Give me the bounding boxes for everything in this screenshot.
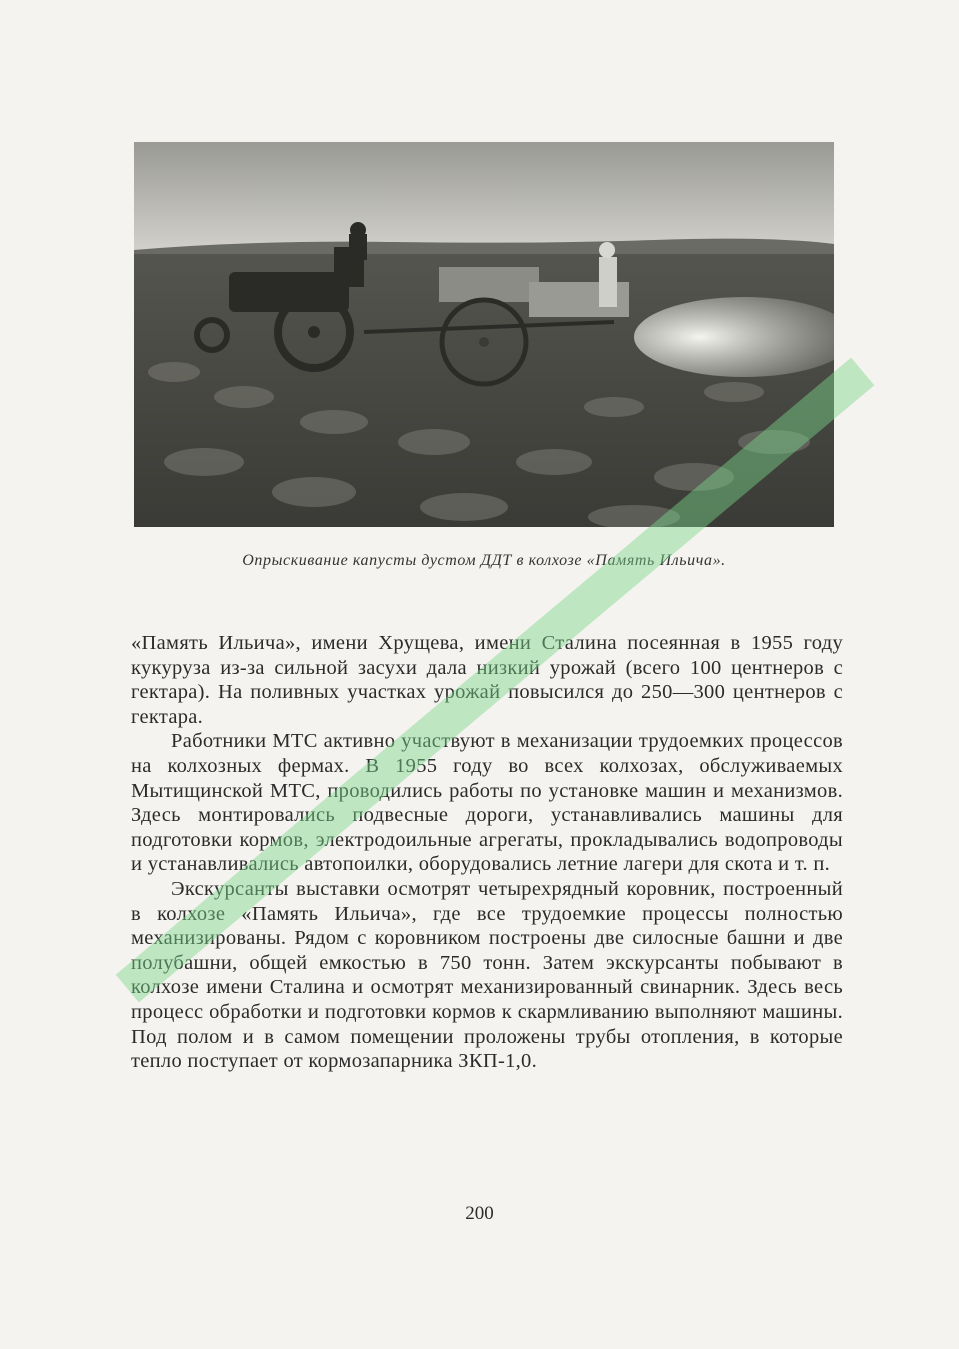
photo-caption: Опрыскивание капусты дустом ДДТ в колхозе «Память Ильича». [242,552,726,569]
page-number: 200 [465,1203,494,1224]
body-text [131,631,843,1074]
paragraph-2: Работники МТС активно участвуют в механизации трудоемких процессов на колхозных фермах. В 1955 году во всех колхозах, обслуживаемых Мытищинской МТС, проводились работы по установке машин и механизмов. Здесь монтировались подвесные дороги, устанавливались машины для подготовки кормов, электродоильные агрегаты, прокладывались водопроводы и устанавливались автопоилки, оборудовались летние лагери для скота и т. п. [131,730,843,876]
paragraph-1: «Память Ильича», имени Хрущева, имени Сталина посеянная в 1955 году кукуруза из-за сильной засухи дала низкий урожай (всего 100 центнеров с гектара). На поливных участках урожай повысился до 250—300 центнеров с гектара. [131,632,843,728]
paragraph-3: Экскурсанты выставки осмотрят четырехрядный коровник, построенный в колхозе «Память Ильича», где все трудоемкие процессы полностью механизированы. Рядом с коровником построены две силосные башни и две полубашни, общей емкостью в 750 тонн. Затем экскурсанты побывают в колхозе имени Сталина и осмотрят механизированный свинарник. Здесь весь процесс обработки и подготовки кормов к скармливанию выполняют машины. Под полом и в самом помещении проложены трубы отопления, в которые тепло поступает от кормозапарника ЗКП-1,0. [131,877,843,1073]
photo-illustration [134,142,834,527]
tractor-spraying-photo [134,142,834,527]
